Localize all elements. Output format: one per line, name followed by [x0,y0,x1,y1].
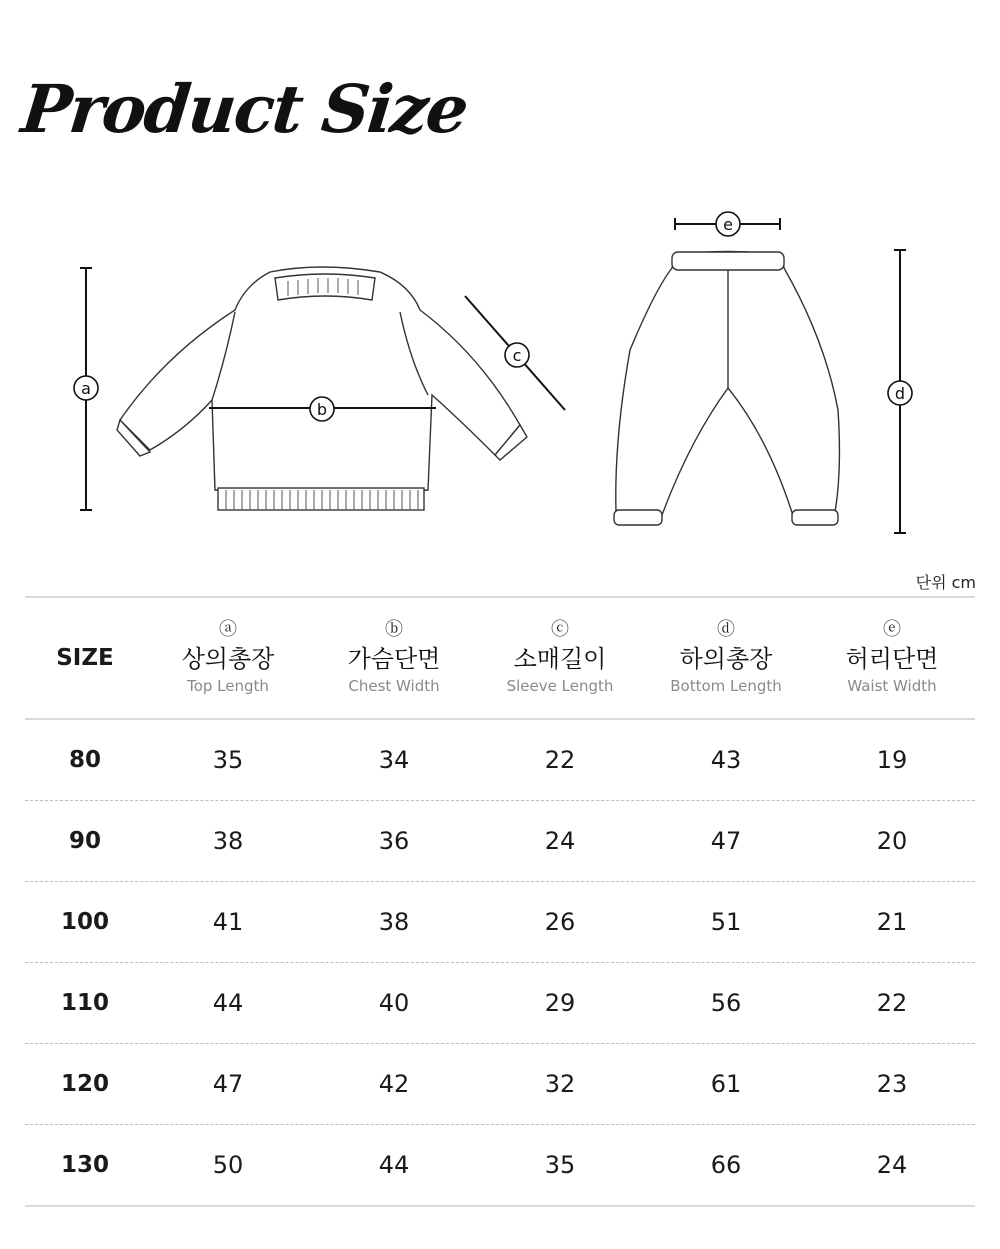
size-table [25,596,975,1207]
table-row [25,882,975,963]
value-cell: 56 [710,989,742,1017]
header-ko: 소매길이 [513,645,607,673]
value-cell: 61 [710,1070,742,1098]
header-sleeve-length [477,598,643,718]
badge-b: ⓑ [385,619,403,640]
value-cell: 20 [876,827,908,855]
header-en: Bottom Length [670,677,782,695]
header-en: Sleeve Length [506,677,614,695]
table-row [25,1125,975,1207]
marker-b-label: b [316,400,328,419]
header-waist-width [809,598,975,718]
unit-label: 단위 cm [915,573,976,592]
header-top-length [145,598,311,718]
size-cell: 130 [60,1152,109,1178]
table-row [25,720,975,801]
value-cell: 47 [212,1070,244,1098]
value-cell: 44 [378,1151,410,1179]
value-cell: 38 [378,908,410,936]
value-cell: 34 [378,746,410,774]
page-title: Product Size [17,70,471,148]
value-cell: 43 [710,746,742,774]
value-cell: 36 [378,827,410,855]
value-cell: 66 [710,1151,742,1179]
value-cell: 35 [212,746,244,774]
table-row [25,801,975,882]
table-header [25,596,975,720]
header-en: Chest Width [348,677,440,695]
value-cell: 35 [544,1151,576,1179]
header-bottom-length [643,598,809,718]
value-cell: 50 [212,1151,244,1179]
marker-e-label: e [723,215,733,234]
header-en: Top Length [187,677,269,695]
value-cell: 41 [212,908,244,936]
size-cell: 120 [60,1071,109,1097]
table-row [25,963,975,1044]
header-ko: 가슴단면 [347,645,441,673]
value-cell: 51 [710,908,742,936]
size-header: SIZE [56,645,114,671]
value-cell: 40 [378,989,410,1017]
value-cell: 21 [876,908,908,936]
value-cell: 22 [544,746,576,774]
marker-c-label: c [512,346,522,365]
badge-c: ⓒ [551,619,569,640]
value-cell: 24 [876,1151,908,1179]
value-cell: 29 [544,989,576,1017]
size-cell: 90 [68,828,101,854]
garment-illustration [0,200,1000,550]
value-cell: 26 [544,908,576,936]
marker-d-label: d [894,384,906,403]
header-ko: 상의총장 [181,645,275,673]
table-row [25,1044,975,1125]
header-ko: 하의총장 [679,645,773,673]
size-cell: 110 [60,990,109,1016]
badge-a: ⓐ [219,619,237,640]
size-cell: 100 [60,909,109,935]
value-cell: 42 [378,1070,410,1098]
badge-d: ⓓ [717,619,735,640]
badge-e: ⓔ [883,619,901,640]
size-cell: 80 [68,747,101,773]
value-cell: 23 [876,1070,908,1098]
header-en: Waist Width [847,677,937,695]
marker-a-label: a [81,379,91,398]
value-cell: 22 [876,989,908,1017]
value-cell: 32 [544,1070,576,1098]
value-cell: 24 [544,827,576,855]
sweatshirt-drawing [117,267,527,510]
pants-drawing [614,252,839,526]
header-ko: 허리단면 [845,645,939,673]
value-cell: 44 [212,989,244,1017]
value-cell: 38 [212,827,244,855]
header-chest-width [311,598,477,718]
value-cell: 47 [710,827,742,855]
value-cell: 19 [876,746,908,774]
